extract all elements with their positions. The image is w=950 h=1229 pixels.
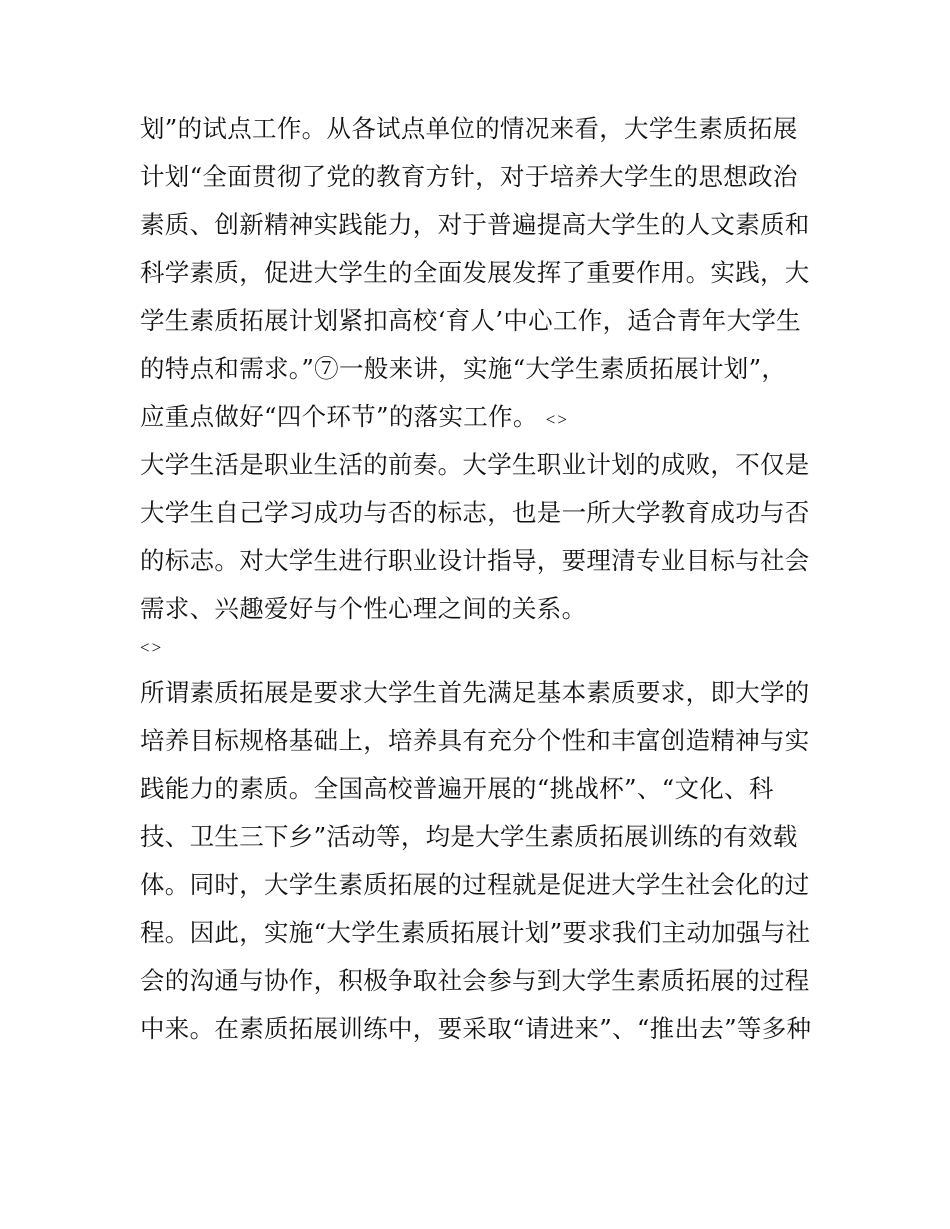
text-line: 素质、创新精神实践能力，对于普遍提高大学生的人文素质和 [140,210,810,239]
text-line: 培养目标规格基础上，培养具有充分个性和丰富创造精神与实 [140,726,810,755]
text-line: 技、卫生三下乡”活动等，均是大学生素质拓展训练的有效载 [140,822,798,851]
text-line: 体。同时，大学生素质拓展的过程就是促进大学生社会化的过 [140,870,810,899]
text-line: 践能力的素质。全国高校普遍开展的“挑战杯”、“文化、科 [140,774,774,803]
document-text [140,105,820,1053]
text-line: 程。因此，实施“大学生素质拓展计划”要求我们主动加强与社 [140,918,811,947]
text-line: 的特点和需求。”⑦一般来讲，实施“大学生素质拓展计划”， [140,354,787,383]
text-line: 的标志。对大学生进行职业设计指导，要理清专业目标与社会 [140,546,810,575]
paragraph-marker: <> [545,410,569,429]
text-line [140,393,820,441]
text-line: 科学素质，促进大学生的全面发展发挥了重要作用。实践，大 [140,258,810,287]
text-line: 学生素质拓展计划紧扣高校‘育人’中心工作，适合青年大学生 [140,306,801,335]
text-line: 划”的试点工作。从各试点单位的情况来看，大学生素质拓展 [140,114,798,143]
text-line: 计划“全面贯彻了党的教育方针，对于培养大学生的思想政治 [140,162,798,191]
text-line: 会的沟通与协作，积极争取社会参与到大学生素质拓展的过程 [140,966,810,995]
text-line: 需求、兴趣爱好与个性心理之间的关系。 [140,594,587,623]
text-line: 所谓素质拓展是要求大学生首先满足基本素质要求，即大学的 [140,678,810,707]
text-line: 中来。在素质拓展训练中，要采取“请进来”、“推出去”等多种 [140,1014,812,1043]
text-line: 大学生自己学习成功与否的标志，也是一所大学教育成功与否 [140,498,810,527]
paragraph-marker: <> [140,638,164,657]
text-line-content: 应重点做好“四个环节”的落实工作。 [140,402,538,431]
text-line: 大学生活是职业生活的前奏。大学生职业计划的成败，不仅是 [140,450,810,479]
